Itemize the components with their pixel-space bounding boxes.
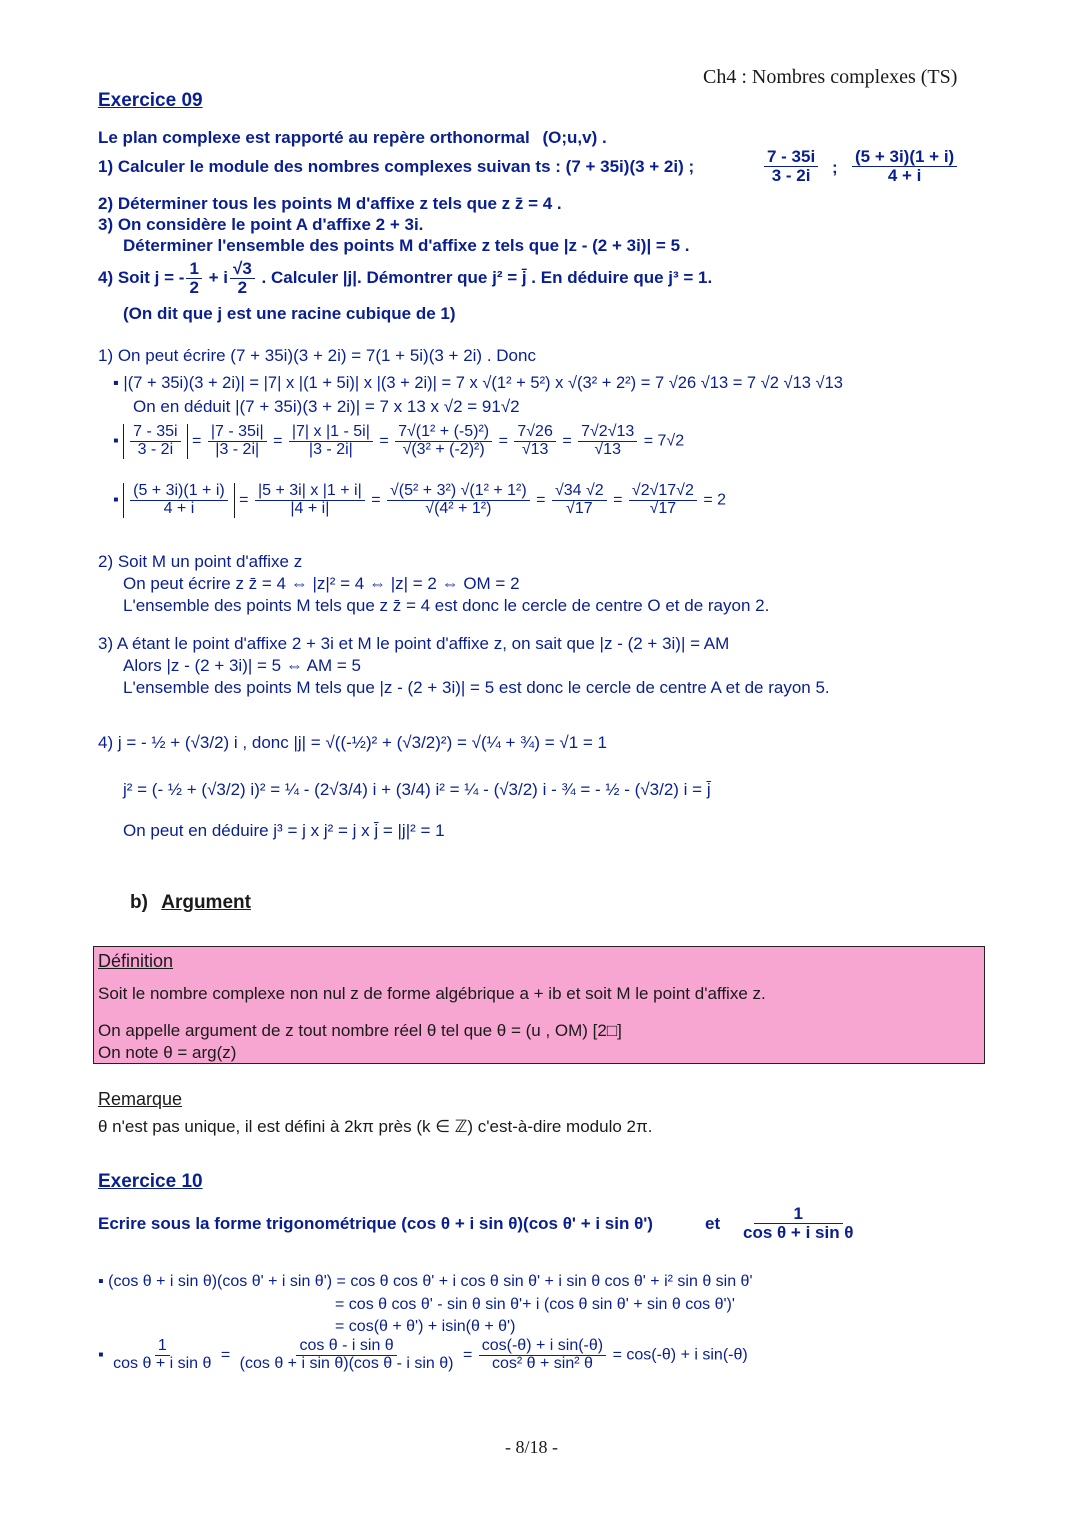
definition-line-1: Soit le nombre complexe non nul z de forme algébrique a + ib et soit M le point d'affixe z. bbox=[98, 984, 766, 1003]
question-1-separator: ; bbox=[832, 158, 838, 177]
definition-line-2: On appelle argument de z tout nombre réel θ tel que θ = (u , OM) [2□] bbox=[98, 1021, 622, 1040]
question-3a: 3) On considère le point A d'affixe 2 + 3i. bbox=[98, 215, 424, 234]
question-1-fraction-2: $\frac{(5 + 3i)(1 + i)}{4 + i}$ bbox=[850, 148, 959, 185]
question-3b: Déterminer l'ensemble des points M d'affixe z tels que |z - (2 + 3i)| = 5 . bbox=[123, 236, 690, 255]
definition-title: Définition bbox=[98, 951, 174, 971]
exercise-10-question: Ecrire sous la forme trigonométrique (cos θ + i sin θ)(cos θ' + i sin θ') bbox=[98, 1214, 653, 1233]
exercise-10-answer-1: ▪ (cos θ + i sin θ)(cos θ' + i sin θ') = cos θ cos θ' + i cos θ sin θ' + i sin θ cos θ' + i² sin θ sin θ' bbox=[98, 1273, 753, 1290]
solution-4-a: 4) j = - ½ + (√3/2) i , donc |j| = √((-½)² + (√3/2)²) = √(¼ + ¾) = √1 = 1 bbox=[98, 733, 607, 752]
question-4-note: (On dit que j est une racine cubique de 1) bbox=[123, 304, 456, 323]
solution-3-b: Alors |z - (2 + 3i)| = 5 ⇔ AM = 5 bbox=[123, 656, 361, 675]
solution-2-b: On peut écrire z z̄ = 4 ⇔ |z|² = 4 ⇔ |z| = 2 ⇔ OM = 2 bbox=[123, 574, 520, 593]
page-number: - 8/18 - bbox=[505, 1437, 558, 1457]
exercise-10-answer-3: = cos(θ + θ') + isin(θ + θ') bbox=[335, 1318, 516, 1335]
solution-2-c: L'ensemble des points M tels que z z̄ = 4 est donc le cercle de centre O et de rayon 2. bbox=[123, 596, 770, 615]
question-2: 2) Déterminer tous les points M d'affixe z tels que z z̄ = 4 . bbox=[98, 194, 562, 213]
solution-1-line-3: ▪ $\frac{7 - 35i}{3 - 2i}$ = $\frac{|7 - 35i|}{|3 - 2i|}$ = $\frac{|7| x |1 - 5i|}{|3 - 2i|}$ = $\frac{\text{7√(1² + (-5)²)}}{\text{√(3² + (-2)²)}}$ = $\frac{7√26}{√13}$ = $\frac{7√2√13}{√13}$ = 7√2 bbox=[113, 423, 685, 458]
solution-4-b: j² = (- ½ + (√3/2) i)² = ¼ - (2√3/4) i + (3/4) i² = ¼ - (√3/2) i - ¾ = - ½ - (√3/2) i = j̄ bbox=[123, 780, 711, 799]
exercise-10-and: et bbox=[705, 1214, 721, 1233]
question-4: 4) Soit j = - $\frac{1}{2}$ + i $\frac{√3}{2}$ . Calculer |j|. Démontrer que j² = j̄ . En déduire que j³ = 1. bbox=[98, 259, 713, 297]
exercise-10-answer-2: = cos θ cos θ' - sin θ sin θ'+ i (cos θ sin θ' + sin θ cos θ')' bbox=[335, 1296, 735, 1313]
remark-title: Remarque bbox=[98, 1089, 183, 1109]
remark-text: θ n'est pas unique, il est défini à 2kπ près (k ∈ ℤ) c'est-à-dire modulo 2π. bbox=[98, 1117, 653, 1136]
exercise-09-intro: Le plan complexe est rapporté au repère orthonormal (O;u,v) . bbox=[98, 128, 607, 147]
question-1: 1) Calculer le module des nombres complexes suivan ts : (7 + 35i)(3 + 2i) ; bbox=[98, 157, 695, 176]
solution-1-line-1: ▪ |(7 + 35i)(3 + 2i)| = |7| x |(1 + 5i)| x |(3 + 2i)| = 7 x √(1² + 5²) x √(3² + 2²) = 7 √26 √13 = 7 √2 √13 √13 bbox=[113, 374, 843, 392]
exercise-10-title: Exercice 10 bbox=[98, 1171, 203, 1192]
exercise-09-title: Exercice 09 bbox=[98, 90, 203, 111]
question-1-fraction-1: $\frac{7 - 35i}{3 - 2i}$ bbox=[762, 148, 820, 185]
chapter-header: Ch4 : Nombres complexes (TS) bbox=[703, 66, 958, 88]
definition-line-3: On note θ = arg(z) bbox=[98, 1043, 237, 1062]
solution-2-a: 2) Soit M un point d'affixe z bbox=[98, 552, 303, 571]
section-b-heading: b) Argument bbox=[130, 892, 251, 913]
solution-3-c: L'ensemble des points M tels que |z - (2 + 3i)| = 5 est donc le cercle de centre A et de rayon 5. bbox=[123, 678, 830, 697]
solution-3-a: 3) A étant le point d'affixe 2 + 3i et M le point d'affixe z, on sait que |z - (2 + 3i)| = AM bbox=[98, 634, 730, 653]
exercise-10-fraction: $\frac{1}{\text{cos θ + i sin θ}}$ bbox=[743, 1204, 854, 1242]
solution-1-line-4: ▪ $\frac{(5 + 3i)(1 + i)}{4 + i}$ = $\frac{|5 + 3i| x |1 + i|}{|4 + i|}$ = $\frac{\text{√(5² + 3²) √(1² + 1²)}}{\text{√(4² + 1²)}}$ = $\frac{√34 √2}{√17}$ = $\frac{√2√17√2}{√17}$ = 2 bbox=[113, 482, 726, 517]
solution-1-line-2: On en déduit |(7 + 35i)(3 + 2i)| = 7 x 13 x √2 = 91√2 bbox=[133, 397, 520, 416]
frame-notation: (O;u,v) . bbox=[542, 128, 607, 147]
exercise-10-answer-4: ▪ $\frac{1}{\text{cos θ + i sin θ}}$ = $\frac{\text{cos θ - i sin θ}}{\text{(cos θ + i sin θ)(cos θ - i sin θ)}}$ = $\frac{\text{cos(-θ) + i sin(-θ)}}{\text{cos² θ + sin² θ}}$ = cos(-θ) + i sin(-θ) bbox=[98, 1337, 748, 1372]
solution-4-c: On peut en déduire j³ = j x j² = j x j̄ = |j|² = 1 bbox=[123, 821, 445, 840]
solution-1-intro: 1) On peut écrire (7 + 35i)(3 + 2i) = 7(1 + 5i)(3 + 2i) . Donc bbox=[98, 346, 536, 365]
